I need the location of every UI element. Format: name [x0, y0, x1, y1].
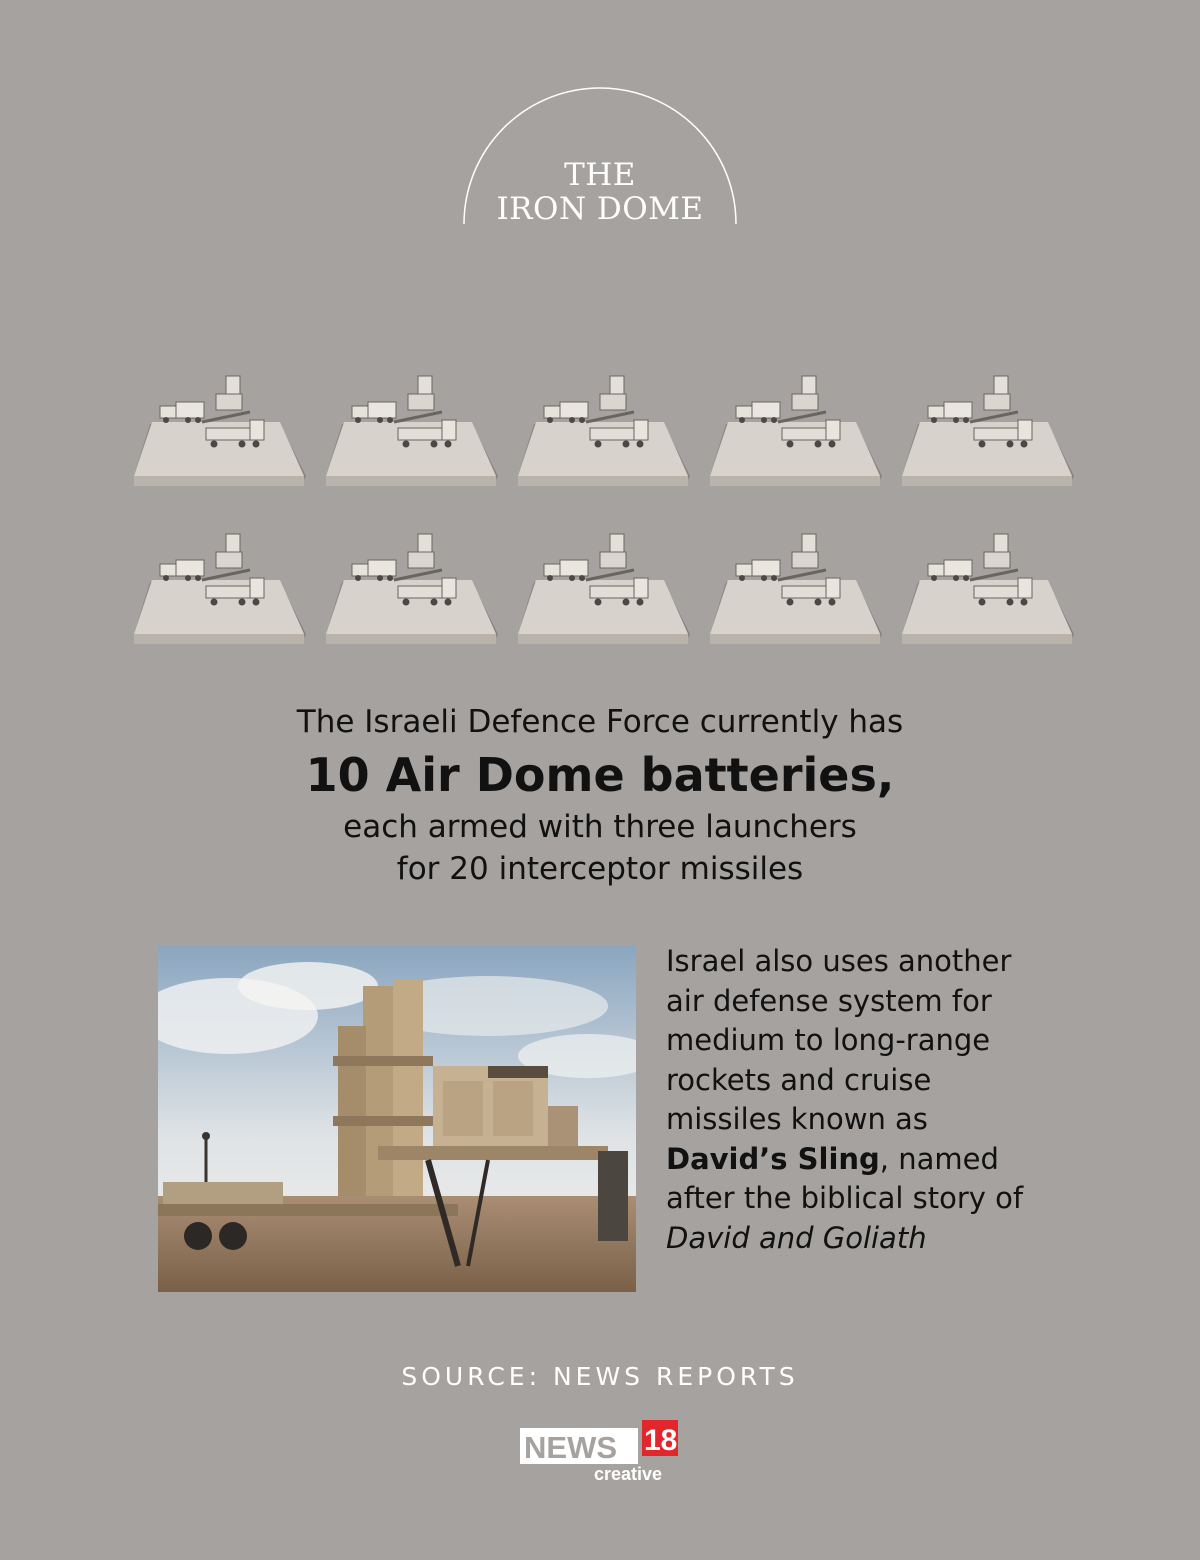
news18-creative-logo — [520, 1420, 682, 1484]
air-defence-battery-icon — [898, 372, 1078, 494]
logo-number: 18 — [644, 1424, 678, 1457]
air-defence-battery-icon — [130, 372, 310, 494]
air-defence-battery-icon — [322, 530, 502, 652]
headline-line4: for 20 interceptor missiles — [396, 851, 804, 887]
logo-sub: creative — [594, 1464, 663, 1484]
description-part2: , named after the biblical story of — [666, 1141, 1024, 1215]
air-defence-battery-icon — [706, 372, 886, 494]
air-defence-battery-icon — [322, 372, 502, 494]
title-block — [460, 86, 740, 226]
davids-sling-launcher-photo — [158, 946, 636, 1292]
page-title-line1: THE — [564, 157, 636, 193]
air-defence-battery-icon — [514, 372, 694, 494]
description-paragraph — [666, 942, 1046, 1258]
air-defence-battery-icon — [514, 530, 694, 652]
headline — [150, 700, 1050, 890]
headline-line3: each armed with three launchers — [343, 809, 857, 845]
davids-sling-label: David’s Sling — [666, 1141, 880, 1176]
air-defence-battery-icon — [898, 530, 1078, 652]
source-credit: SOURCE: NEWS REPORTS — [401, 1362, 799, 1391]
air-defence-battery-icon — [130, 530, 310, 652]
page-title-line2: IRON DOME — [496, 191, 704, 227]
david-and-goliath-label: David and Goliath — [666, 1220, 927, 1255]
headline-highlight: 10 Air Dome batteries, — [305, 748, 895, 802]
launcher-photo — [158, 946, 636, 1292]
logo-word: NEWS — [524, 1430, 617, 1465]
description-part1: Israel also uses another air defense system for medium to long-range rockets and cruise missiles known as — [666, 944, 1012, 1136]
air-defence-battery-icon — [706, 530, 886, 652]
battery-grid — [130, 372, 1080, 652]
headline-line1: The Israeli Defence Force currently has — [296, 704, 904, 740]
page-title — [460, 158, 740, 226]
